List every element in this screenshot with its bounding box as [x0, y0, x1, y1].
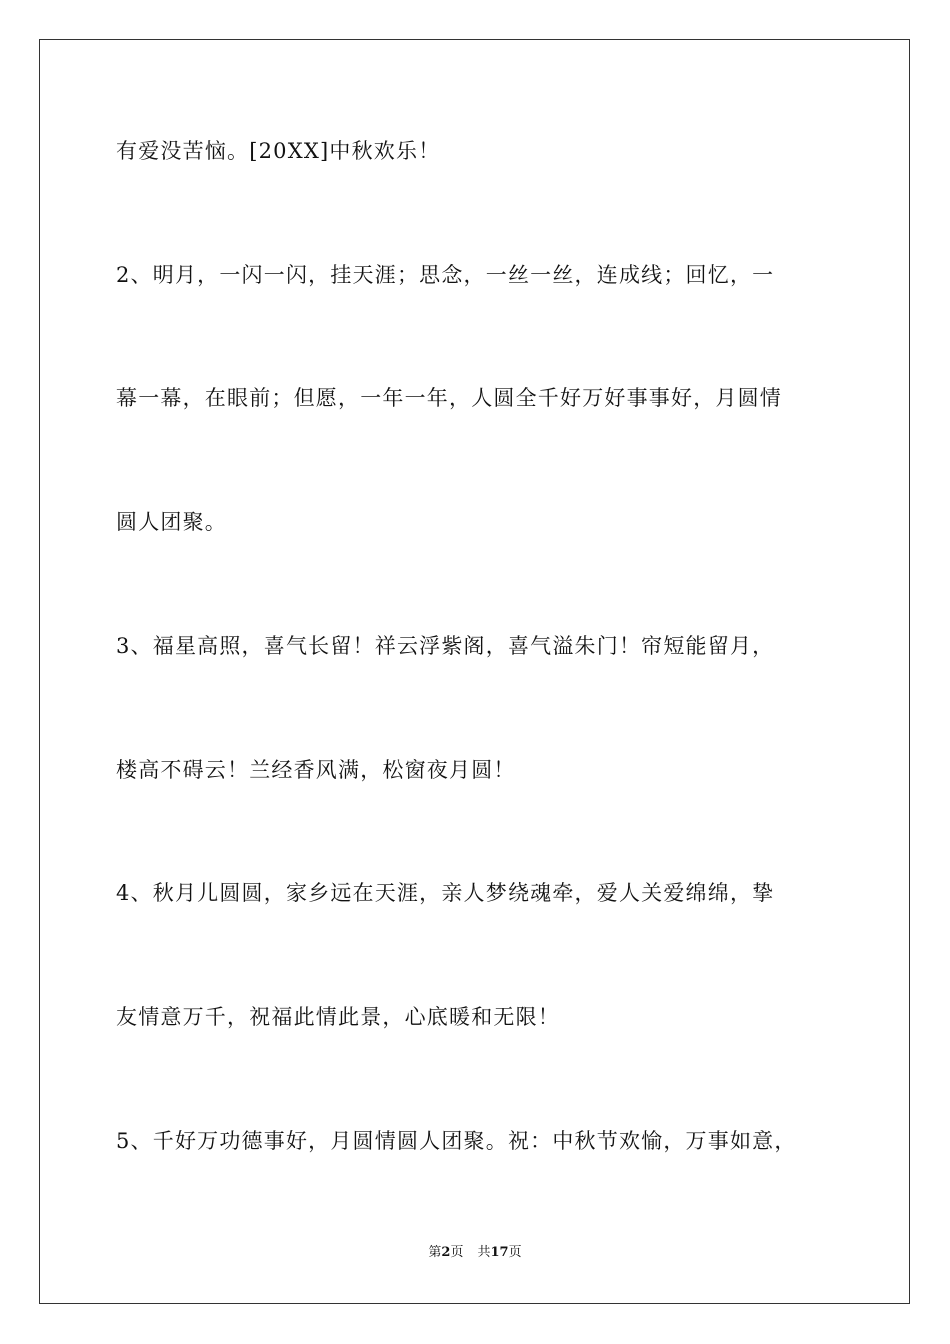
page-footer — [0, 1244, 950, 1262]
footer-total-pages: 17 — [490, 1245, 509, 1260]
text-line-8: 友情意万千，祝福此情此景，心底暖和无限！ — [116, 1005, 560, 1029]
text-line-7: 4、秋月儿圆圆，家乡远在天涯，亲人梦绕魂牵，爱人关爱绵绵，挚 — [116, 881, 775, 905]
footer-page-prefix: 第 — [428, 1245, 442, 1260]
text-line-4: 圆人团聚。 — [116, 510, 227, 534]
footer-total-suffix: 页 — [508, 1245, 522, 1260]
page-frame — [39, 39, 910, 1304]
footer-total-prefix: 共 — [477, 1245, 491, 1260]
text-line-2: 2、明月，一闪一闪，挂天涯；思念，一丝一丝，连成线；回忆，一 — [116, 263, 775, 287]
text-line-1: 有爱没苦恼。[20XX]中秋欢乐！ — [116, 139, 441, 163]
footer-page-number: 2 — [441, 1245, 451, 1260]
text-line-5: 3、福星高照，喜气长留！祥云浮紫阁，喜气溢朱门！帘短能留月， — [116, 634, 775, 658]
footer-page-suffix: 页 — [450, 1245, 464, 1260]
text-line-9: 5、千好万功德事好，月圆情圆人团聚。祝：中秋节欢愉，万事如意， — [116, 1129, 797, 1153]
text-line-3: 幕一幕，在眼前；但愿，一年一年，人圆全千好万好事事好，月圆情 — [116, 386, 782, 410]
text-line-6: 楼高不碍云！兰经香风满，松窗夜月圆！ — [116, 758, 516, 782]
